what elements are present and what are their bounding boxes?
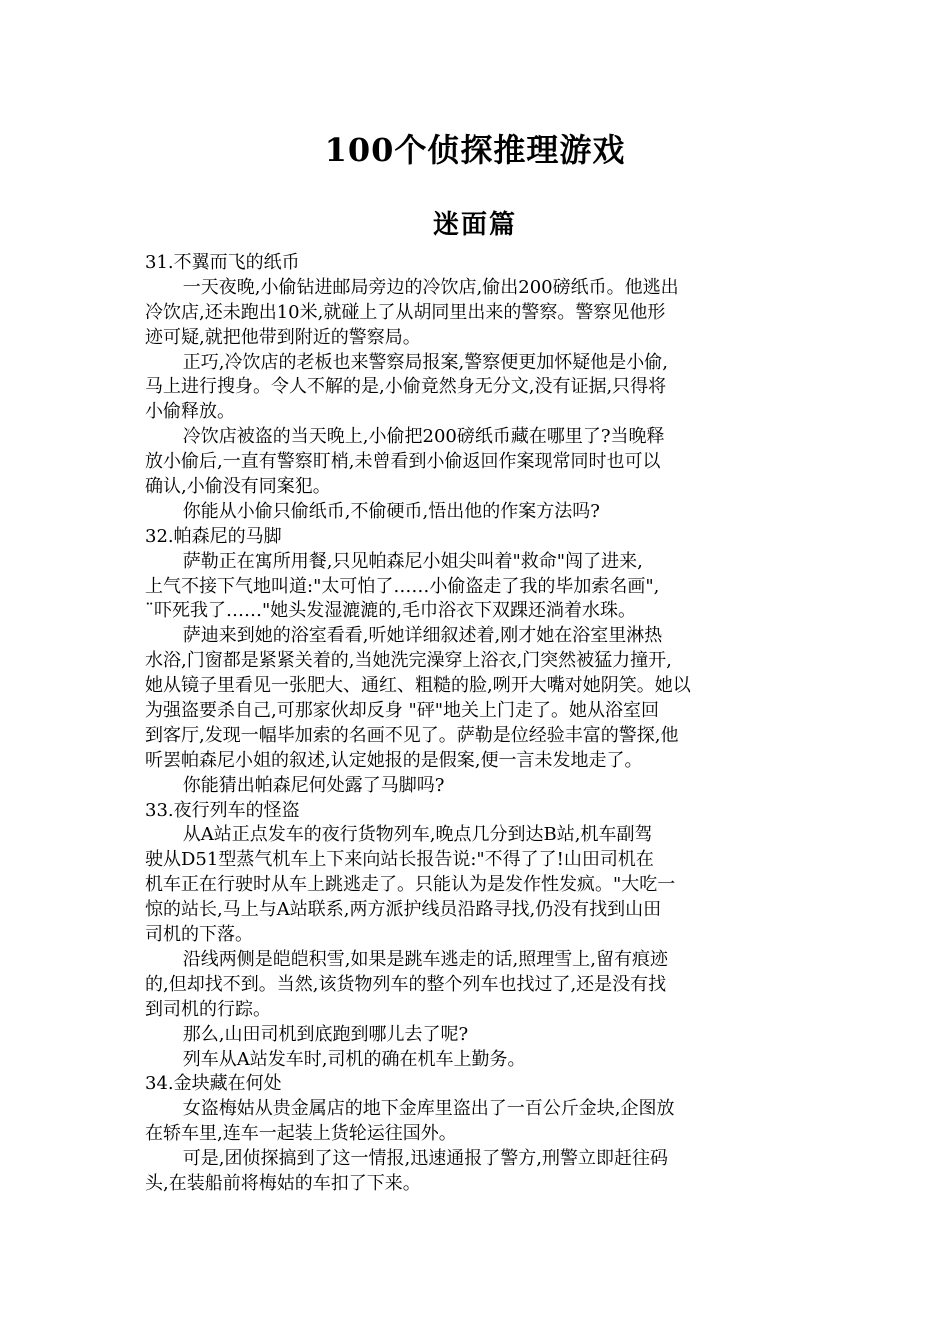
text-line: 惊的站长,马上与A站联系,两方派护线员沿路寻找,仍没有找到山田: [145, 899, 662, 921]
text-line: 萨勒正在寓所用餐,只见帕森尼小姐尖叫着"救命"闯了进来,: [182, 550, 643, 572]
text-line: 你能从小偷只偷纸币,不偷硬币,悟出他的作案方法吗?: [182, 500, 600, 522]
text-line: 女盗梅姑从贵金属店的地下金库里盗出了一百公斤金块,企图放: [182, 1098, 675, 1120]
text-line: 到客厅,发现一幅毕加索的名画不见了。萨勒是位经验丰富的警探,他: [145, 724, 679, 746]
text-line: 一天夜晚,小偷钻进邮局旁边的冷饮店,偷出200磅纸币。他逃出: [182, 276, 679, 298]
puzzle-heading: 32.帕森尼的马脚: [145, 525, 282, 547]
text-line: 驶从D51型蒸气机车上下来向站长报告说:"不得了了!山田司机在: [145, 849, 654, 871]
text-line: 放小偷后,一直有警察盯梢,未曾看到小偷返回作案现常同时也可以: [145, 451, 661, 473]
text-line: 司机的下落。: [145, 924, 253, 946]
puzzle-heading: 31.不翼而飞的纸币: [145, 252, 300, 273]
text-line: 那么,山田司机到底跑到哪儿去了呢?: [182, 1023, 469, 1045]
text-line: 你能猜出帕森尼何处露了马脚吗?: [182, 774, 445, 796]
text-line: 头,在装船前将梅姑的车扣了下来。: [145, 1172, 421, 1194]
section-title: 迷面篇: [432, 210, 517, 240]
document-title: 100个侦探推理游戏: [324, 131, 626, 169]
text-line: 水浴,门窗都是紧紧关着的,当她洗完澡穿上浴衣,门突然被猛力撞开,: [145, 650, 672, 672]
text-line: 确认,小偷没有同案犯。: [145, 476, 331, 498]
text-line: 萨迪来到她的浴室看看,听她详细叙述着,刚才她在浴室里淋热: [182, 625, 663, 647]
text-line: 从A站正点发车的夜行货物列车,晚点几分到达B站,机车副驾: [182, 824, 653, 846]
text-line: 正巧,冷饮店的老板也来警察局报案,警察便更加怀疑他是小偷,: [182, 351, 668, 373]
text-line: 小偷释放。: [145, 401, 235, 423]
text-line: 为强盗要杀自己,可那家伙却反身 "砰"地关上门走了。她从浴室回: [145, 700, 659, 722]
puzzle-heading: 34.金块藏在何处: [145, 1073, 282, 1095]
text-line: 的,但却找不到。当然,该货物列车的整个列车也找过了,还是没有找: [145, 973, 667, 995]
text-line: 听罢帕森尼小姐的叙述,认定她报的是假案,便一言未发地走了。: [145, 749, 643, 771]
text-line: ¨吓死我了……"她头发湿漉漉的,毛巾浴衣下双踝还淌着水珠。: [145, 600, 636, 622]
text-line: 到司机的行踪。: [145, 998, 271, 1020]
text-line: 在轿车里,连车一起装上货轮运往国外。: [145, 1123, 457, 1145]
text-line: 迹可疑,就把他带到附近的警察局。: [145, 326, 421, 348]
body-text: [145, 251, 810, 1197]
text-line: 沿线两侧是皑皑积雪,如果是跳车逃走的话,照理雪上,留有痕迹: [182, 948, 668, 970]
text-line: 列车从A站发车时,司机的确在机车上勤务。: [182, 1048, 526, 1070]
text-line: 可是,团侦探搞到了这一情报,迅速通报了警方,刑警立即赶往码: [182, 1148, 668, 1170]
text-line: 她从镜子里看见一张肥大、通红、粗糙的脸,咧开大嘴对她阴笑。她以: [145, 675, 691, 697]
text-line: 马上进行搜身。令人不解的是,小偷竟然身无分文,没有证据,只得将: [145, 376, 667, 398]
text-line: 冷饮店,还未跑出10米,就碰上了从胡同里出来的警察。警察见他形: [145, 301, 666, 323]
text-line: 机车正在行驶时从车上跳逃走了。只能认为是发作性发疯。"大吃一: [145, 874, 676, 896]
puzzle-heading: 33.夜行列车的怪盗: [145, 799, 300, 821]
text-line: 冷饮店被盗的当天晚上,小偷把200磅纸币藏在哪里了?当晚释: [182, 426, 665, 448]
text-line: 上气不接下气地叫道:"太可怕了……小偷盗走了我的毕加索名画",: [145, 575, 660, 597]
